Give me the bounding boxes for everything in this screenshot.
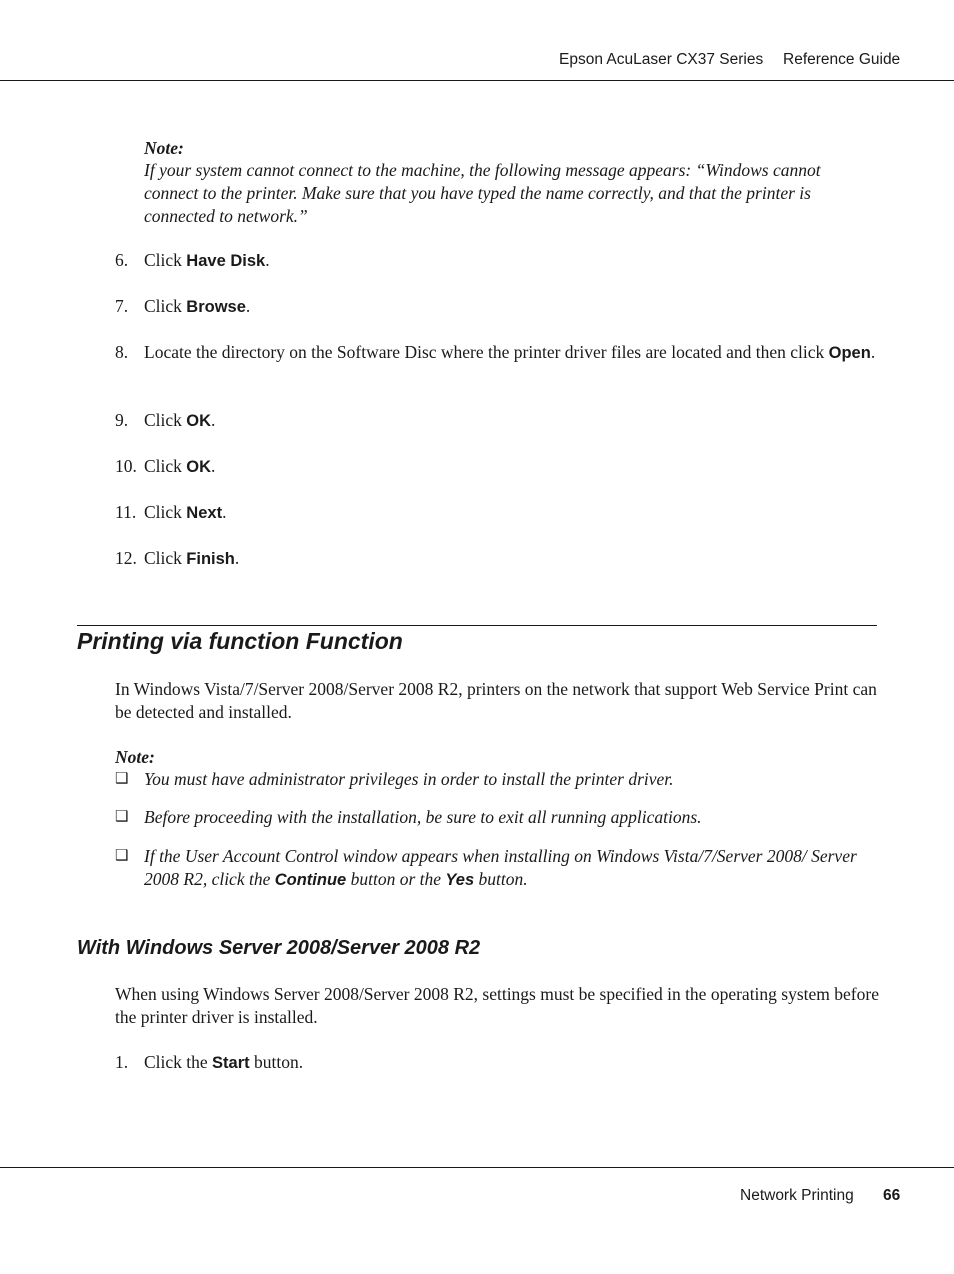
step-ui-label: OK (186, 458, 212, 476)
list-item (144, 547, 239, 571)
note-text: button or the (346, 869, 446, 889)
step-text: . (211, 456, 216, 476)
note-label: Note: (144, 138, 184, 158)
step-ui-label: Next (186, 504, 223, 522)
step-text: Click (144, 410, 187, 430)
section-heading: Printing via function Function (77, 628, 403, 654)
step-text: . (211, 410, 216, 430)
step-text: Click (144, 502, 187, 522)
note-item (144, 845, 872, 892)
step-number: 10. (115, 456, 137, 476)
section-rule (77, 625, 877, 626)
footer-rule (0, 1167, 954, 1168)
header-guide: Reference Guide (783, 51, 901, 68)
step-text: . (234, 548, 240, 568)
ui-label-continue: Continue (274, 871, 347, 889)
step-text: Click (144, 250, 187, 270)
note-text: button. (474, 869, 528, 889)
note-item: Before proceeding with the installation, be sure to exit all running applications. (144, 807, 702, 827)
step-number: 6. (115, 250, 129, 270)
list-item (144, 409, 215, 433)
subsection-heading: With Windows Server 2008/Server 2008 R2 (77, 937, 481, 959)
note-label: Note: (115, 747, 155, 767)
list-item (144, 501, 226, 525)
checkbox-bullet-icon: ❑ (115, 809, 129, 825)
list-item (144, 341, 881, 365)
checkbox-bullet-icon: ❑ (115, 848, 129, 864)
step-number: 1. (115, 1052, 129, 1072)
step-text: Click (144, 296, 187, 316)
step-number: 9. (115, 410, 129, 430)
subsection-intro: When using Windows Server 2008/Server 2008 R2, settings must be specified in the operating system before the printer driver is installed. (115, 984, 879, 1027)
section-intro: In Windows Vista/7/Server 2008/Server 2008 R2, printers on the network that support Web Service Print can be detected and installed. (115, 679, 877, 722)
step-ui-label: Finish (186, 550, 235, 568)
step-ui-label: Browse (186, 298, 246, 316)
step-text: . (222, 502, 227, 522)
step-text: Click (144, 548, 187, 568)
step-ui-label: OK (186, 412, 212, 430)
step-text: . (245, 296, 251, 316)
note-text: If your system cannot connect to the machine, the following message appears: “Windows cannot connect to the printer. Make sure that you have typed the name correctly, and that the printer is connected to network.” (144, 160, 821, 226)
footer-section: Network Printing (740, 1187, 854, 1204)
header-product: Epson AcuLaser CX37 Series (559, 51, 764, 68)
step-ui-label: Have Disk (186, 252, 266, 270)
ui-label-yes: Yes (445, 871, 475, 889)
step-number: 12. (115, 548, 137, 568)
list-item (144, 249, 270, 273)
step-number: 7. (115, 296, 129, 316)
step-text: button. (249, 1052, 304, 1072)
step-text: Click the (144, 1052, 213, 1072)
step-ui-label: Start (212, 1054, 250, 1072)
list-item (144, 455, 215, 479)
step-number: 8. (115, 342, 129, 362)
page-number: 66 (883, 1187, 901, 1204)
list-item (144, 1051, 303, 1075)
step-text: . (265, 250, 270, 270)
step-text: . (870, 342, 876, 362)
list-item (144, 295, 250, 319)
step-number: 11. (115, 502, 137, 522)
checkbox-bullet-icon: ❑ (115, 771, 129, 787)
step-ui-label: Open (828, 344, 871, 362)
note-text: If the User Account Control window appears when installing on Windows Vista/7/Server 2008/ Server 2008 R2, click the (144, 846, 857, 889)
step-text: Locate the directory on the Software Disc where the printer driver files are located and then click (144, 342, 829, 362)
note-item: You must have administrator privileges in order to install the printer driver. (144, 769, 674, 789)
header-rule (0, 80, 954, 81)
step-text: Click (144, 456, 187, 476)
